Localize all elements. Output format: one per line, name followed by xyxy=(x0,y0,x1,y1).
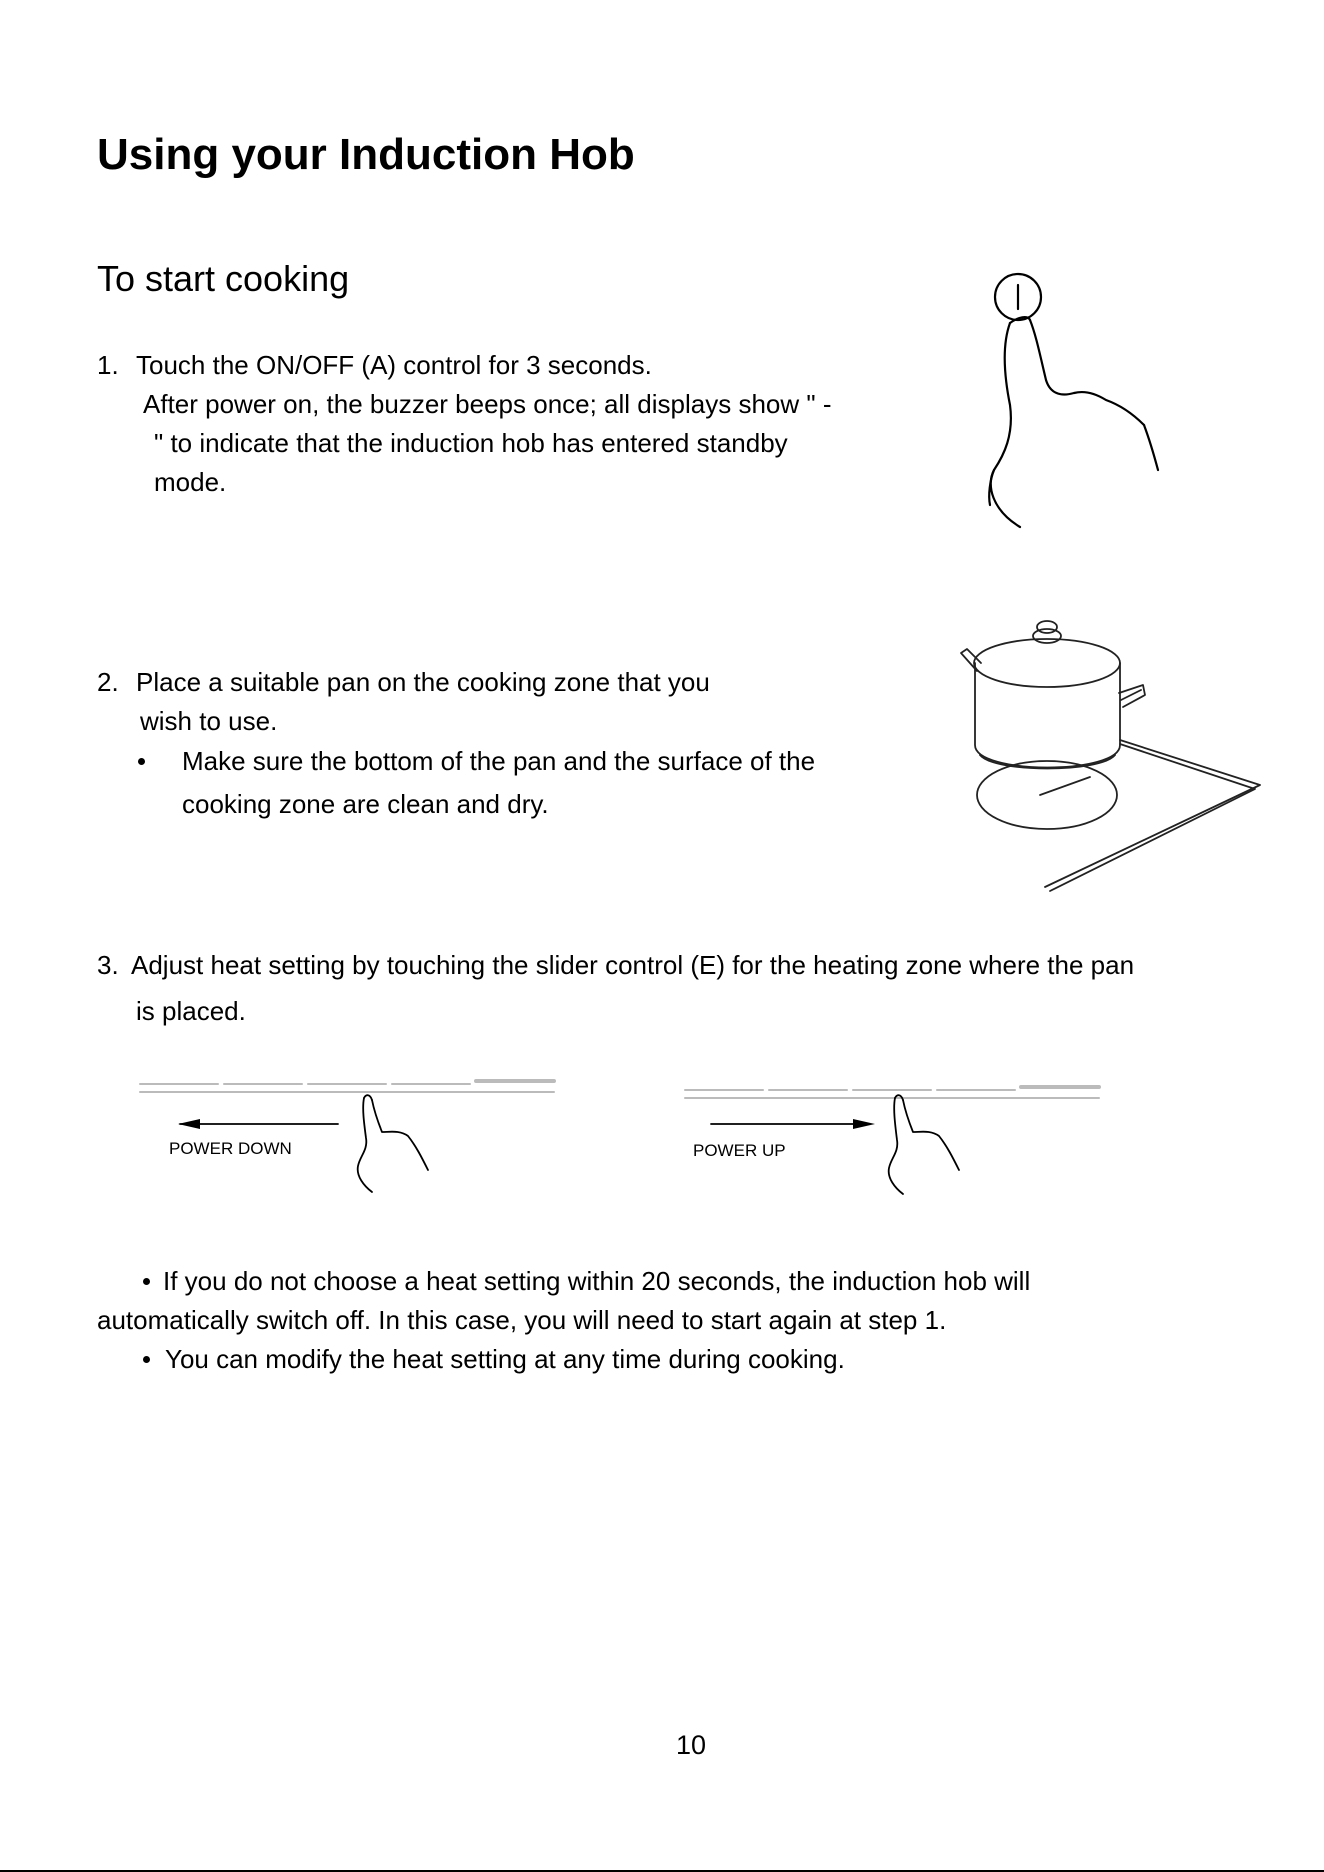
step-1-line-1: Touch the ON/OFF (A) control for 3 seconds. xyxy=(136,350,652,380)
step-3-line-1: Adjust heat setting by touching the slider control (E) for the heating zone where the pan xyxy=(131,950,1135,980)
slider-power-down-illustration xyxy=(138,1078,558,1198)
step-3-line-2: is placed. xyxy=(136,996,246,1026)
page-number: 10 xyxy=(676,1730,707,1760)
step-1-line-2: After power on, the buzzer beeps once; all displays show " - xyxy=(143,389,832,419)
power-down-label: POWER DOWN xyxy=(169,1139,292,1158)
note-1-line-1: If you do not choose a heat setting within 20 seconds, the induction hob will xyxy=(163,1266,1031,1296)
step-2-bullet-line-1: Make sure the bottom of the pan and the surface of the xyxy=(182,746,816,776)
section-heading: To start cooking xyxy=(97,258,350,299)
step-3-number: 3. xyxy=(97,950,119,980)
touch-power-button-icon xyxy=(980,265,1180,545)
step-2-line-1: Place a suitable pan on the cooking zone that you xyxy=(136,667,710,697)
step-1-number: 1. xyxy=(97,350,119,380)
power-up-label: POWER UP xyxy=(693,1141,786,1160)
step-2-line-2: wish to use. xyxy=(140,706,278,736)
step-2-bullet-line-2: cooking zone are clean and dry. xyxy=(182,789,549,819)
bullet-icon xyxy=(143,1278,150,1285)
step-2-number: 2. xyxy=(97,667,119,697)
note-2: You can modify the heat setting at any time during cooking. xyxy=(165,1344,845,1374)
step-1-line-3: " to indicate that the induction hob has entered standby xyxy=(154,428,788,458)
pan-on-cooking-zone-icon xyxy=(955,615,1275,895)
note-1-line-2: automatically switch off. In this case, you will need to start again at step 1. xyxy=(97,1305,947,1335)
step-1-line-4: mode. xyxy=(154,467,227,497)
page-title: Using your Induction Hob xyxy=(97,130,635,179)
bullet-icon xyxy=(138,758,145,765)
bullet-icon xyxy=(143,1356,150,1363)
